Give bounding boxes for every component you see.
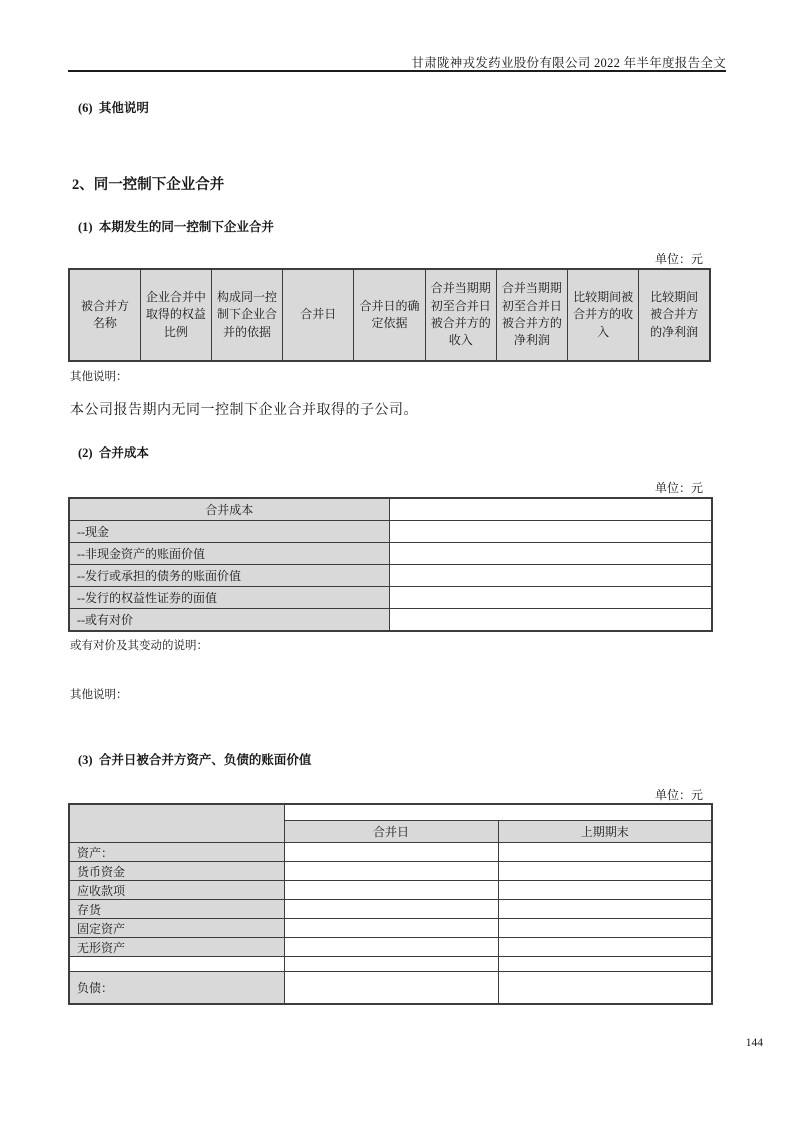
table-row [69,900,712,919]
book-value-table [68,803,713,1005]
table-row [69,938,712,957]
table-header-cell: 上期期末 [498,821,712,843]
row-label-cell: 存货 [69,900,284,919]
value-cell [389,565,712,587]
value-cell [498,957,712,972]
table-row [69,957,712,972]
merger-summary-table [68,268,711,362]
value-cell [498,900,712,919]
contingent-consideration-note-label: 或有对价及其变动的说明： [70,640,208,652]
other-notes-label: 其他说明： [70,371,128,383]
row-label-cell: 应收款项 [69,881,284,900]
table-header-cell: 合并当期期初至合并日被合并方的收入 [425,269,496,361]
row-label-cell: 无形资产 [69,938,284,957]
other-notes-label: 其他说明： [70,689,128,701]
table-header-cell: 合并当期期初至合并日被合并方的净利润 [496,269,567,361]
table-row [69,919,712,938]
value-cell [284,972,498,1005]
heading-subsection-3: (3) 合并日被合并方资产、负债的账面价值 [78,753,312,767]
table-header-cell: 合并日 [283,269,354,361]
table-header-row [69,804,712,821]
value-cell [498,881,712,900]
row-label-cell: 货币资金 [69,862,284,881]
unit-label-table2: 单位：元 [654,481,703,495]
value-cell [284,938,498,957]
row-label-cell: --发行的权益性证券的面值 [69,587,389,609]
value-cell [284,843,498,862]
row-label-cell: 负债： [69,972,284,1005]
value-cell [284,881,498,900]
table-header-cell: 合并日的确定依据 [354,269,425,361]
heading-section-2: 2、同一控制下企业合并 [72,177,225,193]
table-row [69,587,712,609]
heading-subsection-1: (1) 本期发生的同一控制下企业合并 [78,220,274,234]
value-cell [389,498,712,521]
row-label-cell: --或有对价 [69,609,389,632]
table-row [69,565,712,587]
value-cell [498,843,712,862]
value-cell [284,900,498,919]
table-header-row [69,269,710,361]
no-merger-statement: 本公司报告期内无同一控制下企业合并取得的子公司。 [70,403,418,418]
table-row [69,972,712,1005]
table-header-cell: 合并日 [284,821,498,843]
value-cell [498,862,712,881]
value-cell [498,919,712,938]
value-cell [389,609,712,632]
table-row [69,881,712,900]
corner-cell [69,804,284,843]
table-header-cell: 企业合并中取得的权益比例 [140,269,211,361]
table-header-cell: 比较期间被合并方的收入 [568,269,639,361]
row-label-cell: 固定资产 [69,919,284,938]
value-cell [389,543,712,565]
row-label-cell: 资产： [69,843,284,862]
row-label-cell: --现金 [69,521,389,543]
value-cell [498,938,712,957]
value-cell [284,919,498,938]
value-cell [284,862,498,881]
table-row [69,543,712,565]
page-number: 144 [745,1037,763,1049]
table-header-cell: 被合并方名称 [69,269,140,361]
table-header-cell: 构成同一控制下企业合并的依据 [211,269,282,361]
table-header-row [69,498,712,521]
table-header-cell: 比较期间被合并方的净利润 [639,269,710,361]
spanner-cell [284,804,712,821]
table-row [69,862,712,881]
row-label-cell: --非现金资产的账面价值 [69,543,389,565]
row-label-cell: --发行或承担的债务的账面价值 [69,565,389,587]
table-row [69,521,712,543]
value-cell [498,972,712,1005]
row-label-cell [69,957,284,972]
value-cell [284,957,498,972]
value-cell [389,587,712,609]
value-cell [389,521,712,543]
header-rule [68,70,726,72]
unit-label-table1: 单位：元 [654,252,703,266]
heading-other-notes-6: (6) 其他说明 [78,101,149,115]
heading-subsection-2: (2) 合并成本 [78,446,149,460]
unit-label-table3: 单位：元 [654,788,703,802]
table-header-cell: 合并成本 [69,498,389,521]
table-row [69,609,712,632]
report-header-title: 甘肃陇神戎发药业股份有限公司 2022 年半年度报告全文 [411,56,726,70]
merger-cost-table [68,497,713,632]
table-row [69,843,712,862]
